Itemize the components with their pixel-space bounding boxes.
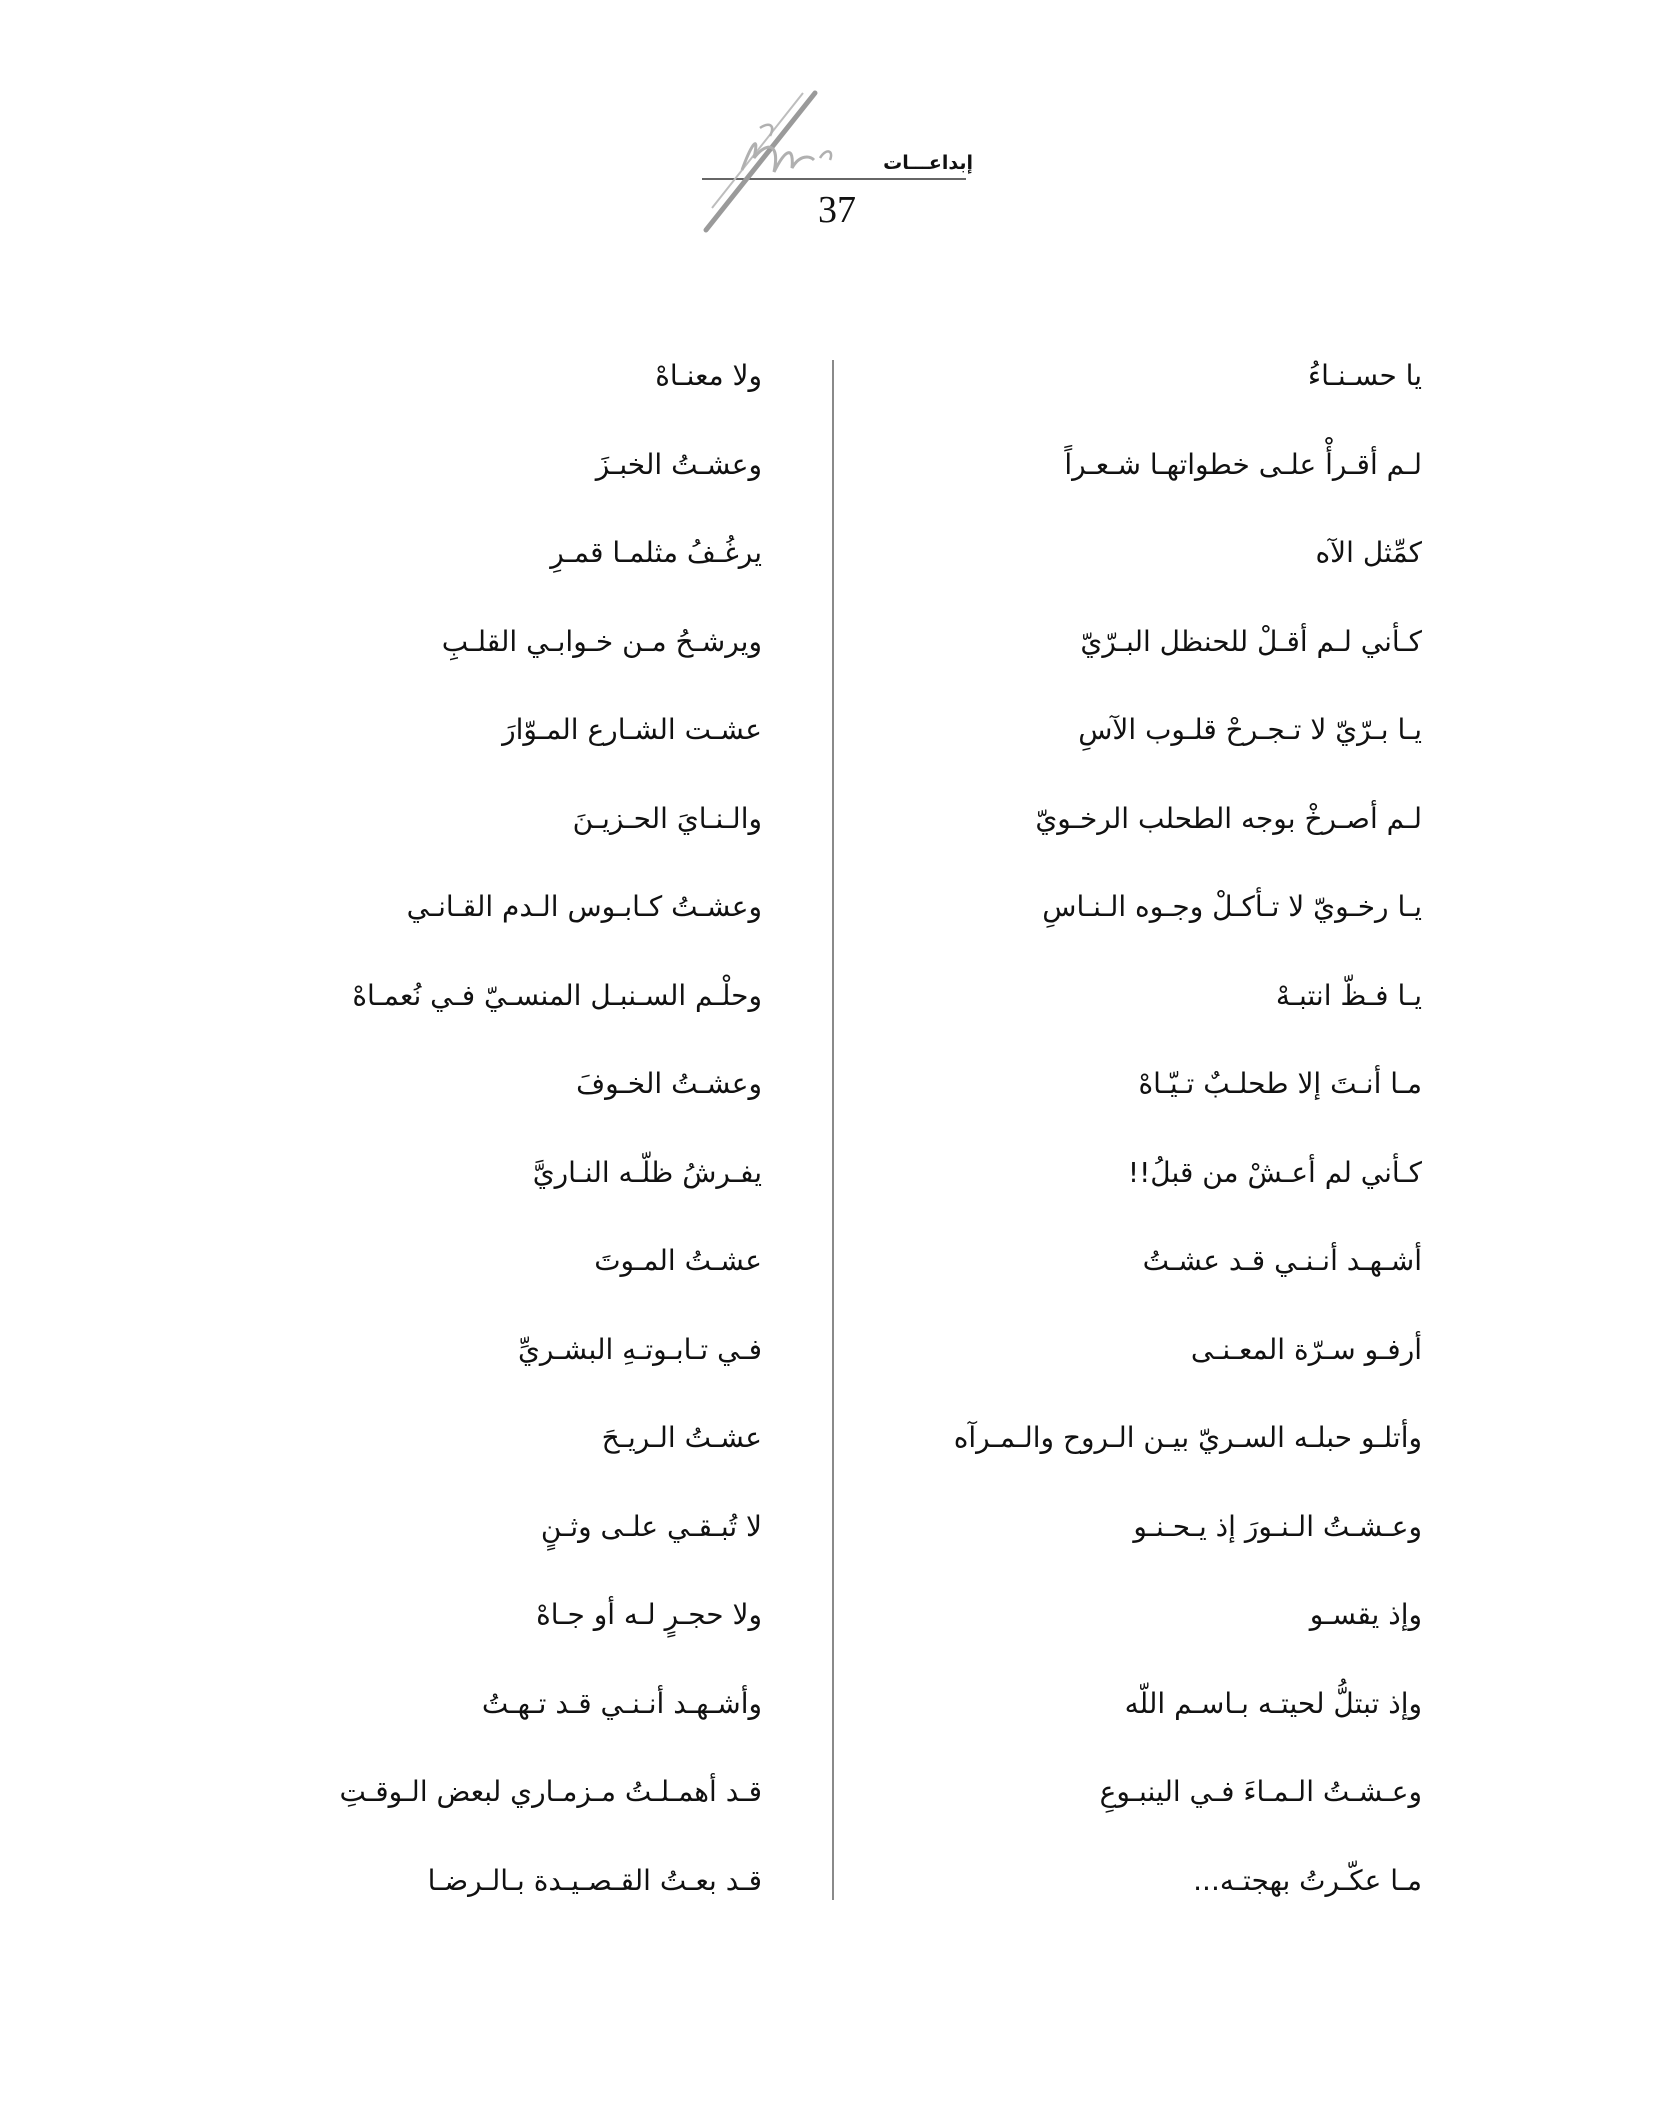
- verse-line: قـد أهمـلـتُ مـزمـاري لبعض الـوقـتِ: [339, 1775, 762, 1808]
- verse-line: فـي تـابـوتـهِ البشـريِّ: [517, 1332, 762, 1366]
- poem-left-column: [330, 332, 770, 1925]
- verse-line: وعـشـتُ الـمـاءَ فـي الينبـوعِ: [1099, 1775, 1422, 1808]
- page-number: 37: [818, 189, 856, 231]
- brand-title: إبداعـــات: [883, 152, 973, 174]
- verse-line: ولا معنـاهْ: [655, 359, 762, 392]
- verse-line: وعـشـتُ الـنـورَ إذ يـحـنـو: [1133, 1509, 1422, 1543]
- column-divider: [832, 360, 834, 1900]
- verse-line: يـا رخـويّ لا تـأكـلْ وجـوه الـنـاسِ: [1042, 890, 1422, 923]
- verse-line: وإذ يقسـو: [1309, 1598, 1422, 1631]
- verse-line: وعشـتُ الخـوفَ: [576, 1067, 762, 1100]
- verse-line: كـأني لم أعـشْ من قبلُ!!: [1127, 1155, 1422, 1189]
- verse-line: يـا فـظّ انتبـهْ: [1275, 978, 1422, 1012]
- page-header: [690, 88, 973, 238]
- verse-line: والـنـايَ الحـزيـنَ: [572, 801, 762, 835]
- verse-line: عشـت الشـارع المـوّارَ: [502, 713, 762, 746]
- verse-line: وحلْـم السـنبـل المنسـيّ فـي نُعمـاهْ: [352, 978, 762, 1012]
- verse-line: يا حسـنـاءُ: [1307, 359, 1422, 392]
- verse-line: أشـهـد أنـنـي قـد عشـتُ: [1142, 1244, 1422, 1277]
- verse-line: لـم أصـرخْ بوجه الطحلب الرخـويّ: [1035, 801, 1422, 835]
- verse-line: يفـرشُ ظلّـه النـاريَّ: [532, 1155, 762, 1189]
- verse-line: لا تُبـقـي علـى وثـنٍ: [540, 1509, 762, 1543]
- verse-line: يرغُـفُ مثلمـا قمـرِ: [550, 536, 762, 569]
- verse-line: كـأني لـم أقـلْ للحنظل البـرّيّ: [1080, 624, 1422, 658]
- verse-line: ولا حجـرٍ لـه أو جـاهْ: [536, 1598, 762, 1631]
- verse-line: عشـتُ الـريـحَ: [601, 1421, 762, 1454]
- verse-line: وعشـتُ الخبـزَ: [595, 447, 762, 481]
- verse-line: مـا أنـتَ إلا طحلـبٌ تـيّـاهْ: [1138, 1067, 1422, 1100]
- verse-line: وأتلـو حبلـه السـريّ بيـن الـروح والـمـرآه: [953, 1421, 1422, 1454]
- verse-line: مـا عكّـرتُ بهجتـه...: [1193, 1863, 1422, 1897]
- verse-line: وإذ تبتلُّ لحيتـه بـاسـم اللّه: [1124, 1686, 1422, 1720]
- verse-line: ويرشـحُ مـن خـوابـي القلـبِ: [441, 624, 762, 658]
- verse-line: وعشـتُ كـابـوس الـدم القـانـي: [406, 890, 762, 923]
- verse-line: لـم أقـرأْ علـى خطواتهـا شـعـراً: [1064, 447, 1422, 481]
- poem-right-column: [953, 332, 1440, 1925]
- verse-line: وأشـهـد أنـنـي قـد تـهـتُ: [481, 1686, 762, 1720]
- verse-line: أرفـو سـرّة المعـنـى: [1190, 1332, 1422, 1366]
- verse-line: يـا بـرّيّ لا تـجـرحْ قلـوب الآسِ: [1078, 713, 1422, 746]
- verse-line: قـد بعـتُ القـصـيـدة بـالـرضـا: [427, 1863, 762, 1897]
- verse-line: كمِّثل الآه: [1315, 536, 1422, 569]
- verse-line: عشـتُ المـوتَ: [594, 1244, 762, 1277]
